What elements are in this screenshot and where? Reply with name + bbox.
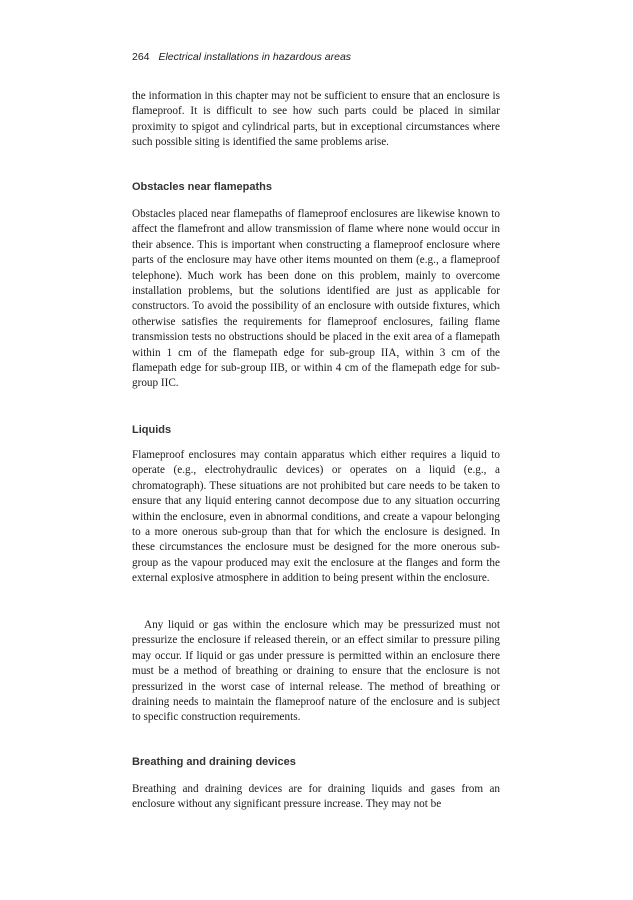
paragraph-continued: the information in this chapter may not be sufficient to ensure that an enclosure is flameproof. It is difficult to see how such parts could be placed in similar proximity to spigot and cylindrical parts, but in exceptional circumstances where such possible siting is identified the same problems arise. bbox=[132, 90, 500, 149]
page-number: 264 bbox=[132, 51, 150, 63]
book-title: Electrical installations in hazardous areas bbox=[158, 51, 352, 63]
paragraph-obstacles: Obstacles placed near flamepaths of flameproof enclosures are likewise known to affect the flamefront and allow transmission of flame where none would occur in their absence. This is important when constructing a flameproof enclosure where parts of the enclosure may have other items mounted on them (e.g., a flameproof telephone). Much work has been done on this problem, mainly to overcome installation problems, but the solutions identified are just as applicable for constructors. To avoid the possibility of an enclosure with outside fixtures, which otherwise satisfies the requirements for flameproof enclosures, failing flame transmission tests no obstructions should be placed in the exit area of a flamepath within 1 cm of the flamepath edge for sub-group IIA, within 3 cm of the flamepath edge for sub-group IIB, or within 4 cm of the flamepath edge for sub-group IIC. bbox=[132, 208, 500, 390]
section-heading-liquids: Liquids bbox=[132, 424, 172, 436]
paragraph-liquids: Flameproof enclosures may contain apparatus which either requires a liquid to operate (e.g., electrohydraulic devices) or operates on a liquid (e.g., a chromatograph). These situations are not prohibited but care needs to be taken to ensure that any liquid entering cannot decompose due to any situation occurring within the enclosure, even in abnormal conditions, and create a vapour belonging to a more onerous sub-group than that for which the enclosure is designed. In these circumstances the enclosure must be designed for the more onerous sub-group as the vapour produced may exit the enclosure at the flanges and form the external explosive atmosphere in addition to being present within the enclosure. bbox=[132, 449, 500, 585]
running-head bbox=[132, 51, 552, 63]
paragraph-pressurized: Any liquid or gas within the enclosure which may be pressurized must not pressurize the enclosure if released therein, or an effect similar to pressure piling may occur. If liquid or gas under pressure is permitted within an enclosure there must be a method of breathing or draining to ensure that the enclosure is not pressurized in the worst case of internal release. The method of breathing or draining needs to maintain the flameproof nature of the enclosure and is subject to specific construction requirements. bbox=[132, 619, 500, 724]
paragraph-breathing: Breathing and draining devices are for draining liquids and gases from an enclosure without any significant pressure increase. They may not be bbox=[132, 783, 500, 811]
section-heading-obstacles: Obstacles near flamepaths bbox=[132, 181, 273, 193]
section-heading-breathing: Breathing and draining devices bbox=[132, 756, 296, 768]
